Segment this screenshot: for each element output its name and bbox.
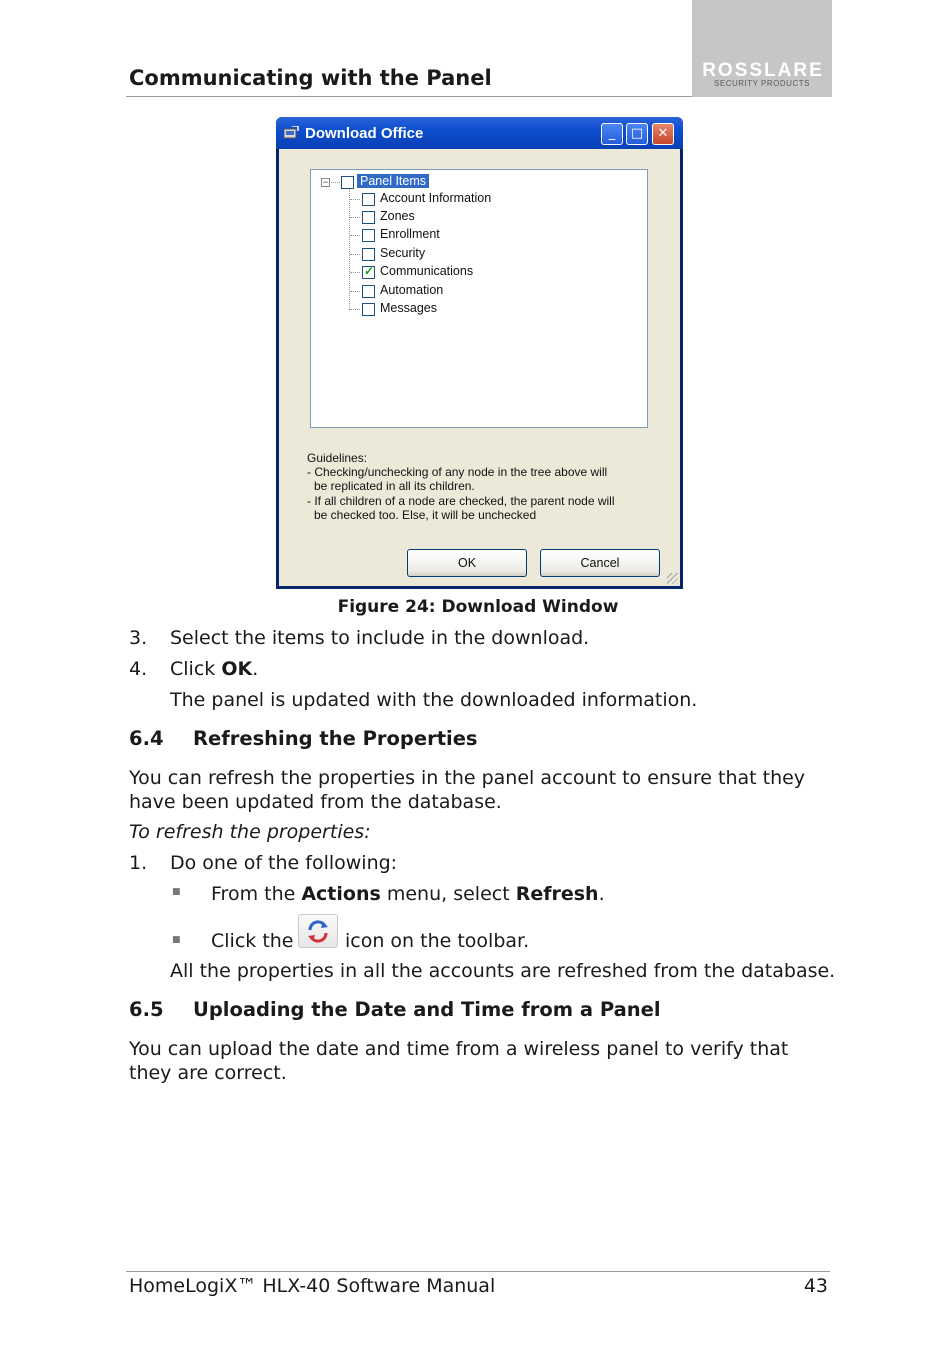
page-number: 43	[803, 1275, 828, 1297]
bullet-square-icon: ■	[172, 935, 181, 945]
maximize-button[interactable]	[626, 123, 648, 145]
tree-connector	[350, 309, 360, 310]
tree-connector	[331, 182, 340, 183]
guidelines-line: be checked too. Else, it will be unchecked	[314, 507, 537, 522]
guidelines-line: be replicated in all its children.	[314, 479, 475, 494]
checkbox-communications[interactable]	[362, 266, 375, 279]
step-text-part: .	[252, 658, 259, 680]
minimize-icon: _	[608, 126, 616, 141]
tree-item-label[interactable]: Automation	[380, 283, 444, 297]
dialog-title: Download Office	[305, 125, 424, 142]
bullet-text-part: menu, select	[380, 883, 516, 905]
panel-items-tree[interactable]	[310, 169, 648, 428]
bullet-text-bold: Actions	[301, 883, 381, 905]
tree-item-label[interactable]: Security	[380, 246, 426, 260]
step-text-bold: OK	[221, 658, 253, 680]
guidelines-line: Guidelines:	[307, 451, 368, 465]
section-title: Refreshing the Properties	[193, 727, 478, 750]
guidelines-text	[307, 451, 667, 522]
tree-connector	[350, 217, 360, 218]
tree-connector	[350, 199, 360, 200]
step-text: Select the items to include in the download.	[170, 627, 590, 649]
collapse-icon[interactable]: −	[322, 177, 329, 187]
section-number: 6.4	[129, 727, 164, 750]
tree-item-label[interactable]: Messages	[380, 301, 437, 315]
tree-item-label[interactable]: Zones	[380, 209, 415, 223]
close-button[interactable]	[652, 123, 674, 145]
tree-connector	[350, 235, 360, 236]
dialog-titlebar	[276, 117, 683, 149]
figure-caption: Figure 24: Download Window	[337, 597, 619, 617]
guidelines-line: - Checking/unchecking of any node in the tree above will	[307, 465, 608, 480]
section-intro: You can upload the date and time from a wireless panel to verify that they are correct.	[129, 1038, 789, 1084]
logo-subtext: SECURITY PRODUCTS	[714, 79, 810, 88]
maximize-icon: □	[630, 126, 644, 141]
bullet-text: Click the	[211, 930, 294, 952]
minimize-button[interactable]	[601, 123, 623, 145]
download-office-icon	[283, 126, 299, 140]
bullet-text	[211, 883, 605, 905]
step-result: The panel is updated with the downloaded information.	[170, 689, 698, 711]
step-text	[170, 658, 258, 680]
refresh-icon	[298, 914, 338, 948]
checkbox-account-information[interactable]	[362, 193, 375, 206]
footer-manual-title: HomeLogiX™ HLX-40 Software Manual	[129, 1275, 496, 1297]
ok-button[interactable]: OK	[407, 549, 527, 577]
step-result: All the properties in all the accounts are refreshed from the database.	[170, 960, 836, 982]
tree-root-label[interactable]: Panel Items	[357, 174, 429, 188]
page-header-title: Communicating with the Panel	[129, 66, 492, 90]
checkbox-security[interactable]	[362, 248, 375, 261]
bullet-text-part: From the	[211, 883, 302, 905]
tree-connector	[350, 272, 360, 273]
guidelines-line: - If all children of a node are checked, the parent node will	[307, 493, 615, 508]
step-text: Do one of the following:	[170, 852, 398, 874]
checkbox-automation[interactable]	[362, 285, 375, 298]
download-office-dialog	[276, 117, 683, 589]
step-number: 3.	[129, 627, 148, 649]
resize-grip-icon[interactable]	[667, 573, 678, 584]
step-number: 1.	[129, 852, 148, 874]
logo-text: ROSSLARE	[702, 60, 824, 81]
checkmark-icon: ✓	[364, 264, 375, 278]
tree-connector	[350, 254, 360, 255]
checkbox-zones[interactable]	[362, 211, 375, 224]
cancel-button[interactable]: Cancel	[540, 549, 660, 577]
tree-connector	[350, 291, 360, 292]
checkbox-panel-items[interactable]	[341, 176, 354, 189]
bullet-text: icon on the toolbar.	[345, 930, 530, 952]
checkbox-messages[interactable]	[362, 303, 375, 316]
tree-item-label[interactable]: Enrollment	[380, 227, 440, 241]
rosslare-logo	[692, 0, 832, 97]
section-number: 6.5	[129, 998, 164, 1021]
checkbox-enrollment[interactable]	[362, 229, 375, 242]
bullet-square-icon: ■	[172, 887, 181, 897]
refresh-arrows-icon	[299, 915, 337, 947]
procedure-title: To refresh the properties:	[129, 821, 371, 843]
tree-item-label[interactable]: Account Information	[380, 191, 492, 205]
footer-divider	[126, 1271, 830, 1272]
close-icon: ✕	[657, 126, 669, 141]
dialog-client-area	[279, 149, 680, 586]
bullet-text-part: .	[598, 883, 605, 905]
tree-item-label[interactable]: Communications	[380, 264, 474, 278]
bullet-text-bold: Refresh	[515, 883, 599, 905]
step-text-part: Click	[170, 658, 222, 680]
section-intro: You can refresh the properties in the panel account to ensure that they have been updated from the database.	[129, 767, 806, 813]
step-number: 4.	[129, 658, 148, 680]
section-title: Uploading the Date and Time from a Panel	[193, 998, 661, 1021]
